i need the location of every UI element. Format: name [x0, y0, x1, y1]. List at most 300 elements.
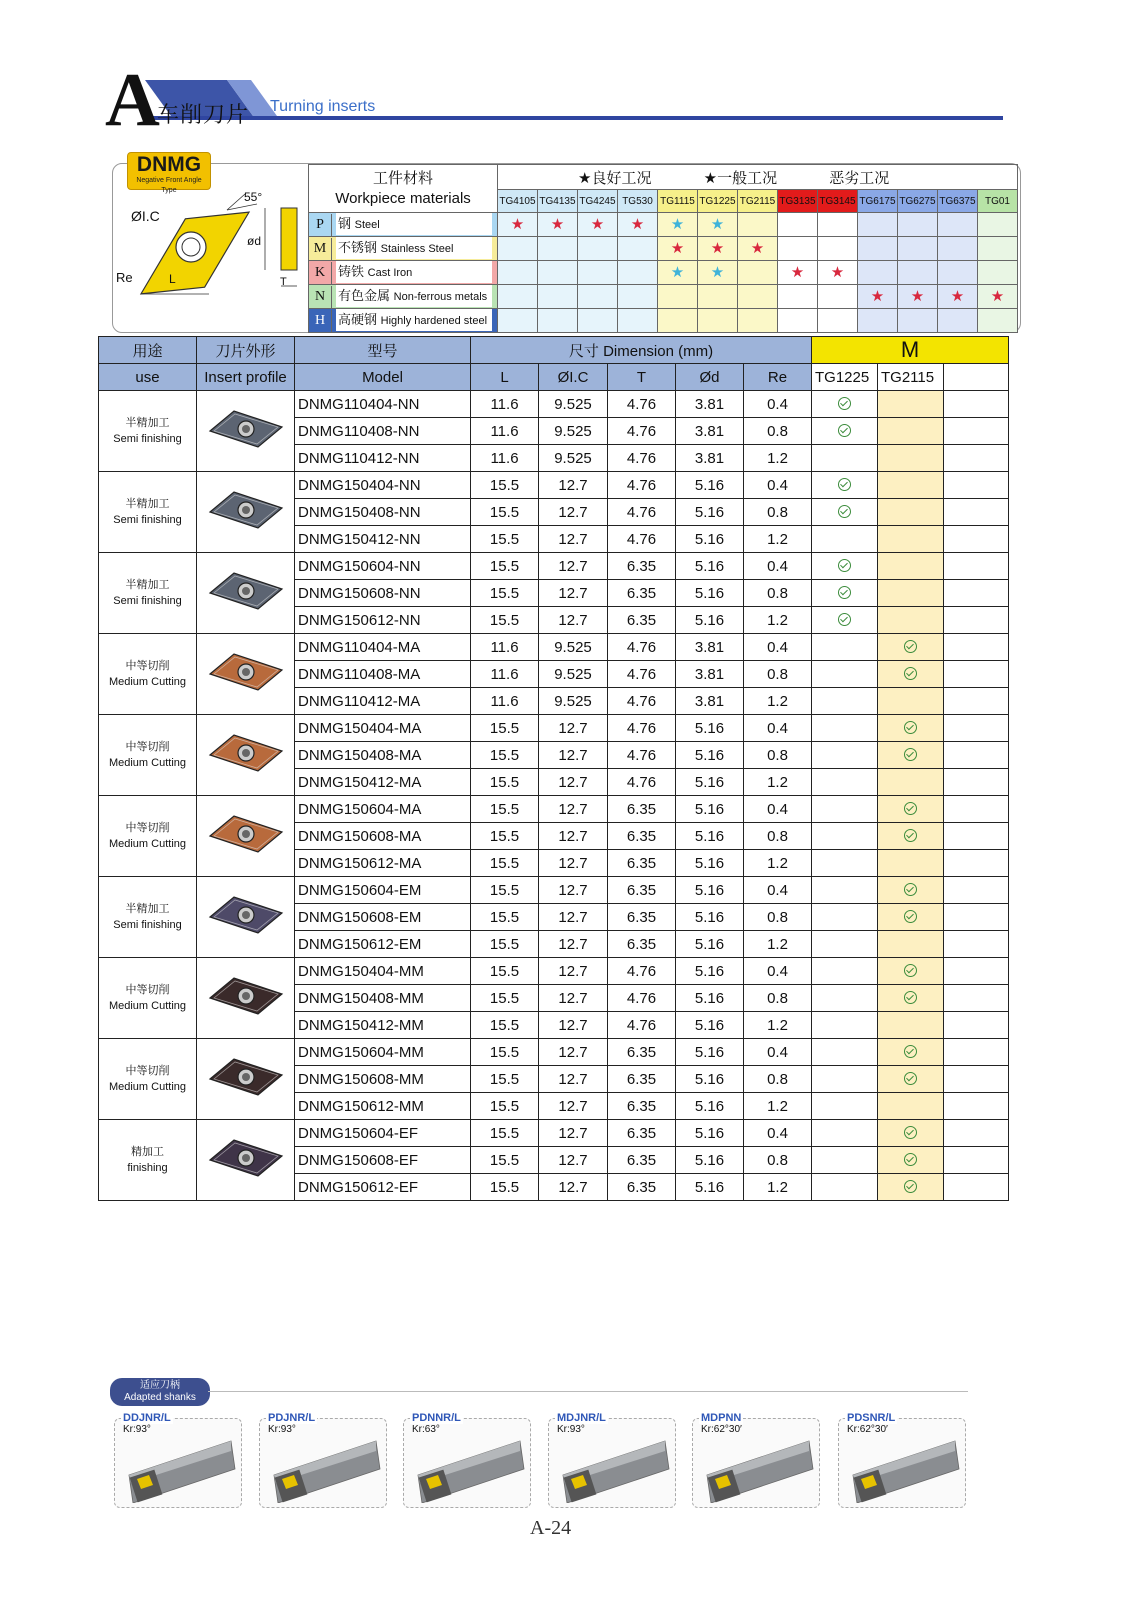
dim-l-cell: 15.5	[471, 877, 539, 904]
dim-l-cell: 11.6	[471, 661, 539, 688]
dim-re-cell: 0.8	[744, 661, 812, 688]
model-cell: DNMG150408-MM	[295, 985, 471, 1012]
dim-re-cell: 0.4	[744, 634, 812, 661]
page-header	[105, 58, 1035, 142]
star-good-icon: ★	[910, 287, 925, 305]
grade-g2-cell	[878, 1093, 944, 1120]
star-good-icon: ★	[790, 263, 805, 281]
grade-g1-cell	[812, 850, 878, 877]
grade-g2-cell	[878, 526, 944, 553]
suitability-cell	[658, 309, 698, 333]
grade-empty-cell	[944, 661, 1009, 688]
condition-general: ★一般工况	[703, 169, 778, 187]
star-good-icon: ★	[670, 239, 685, 257]
grade-empty-cell	[944, 445, 1009, 472]
model-cell: DNMG150608-EM	[295, 904, 471, 931]
recommended-check-icon	[838, 478, 851, 491]
grade-empty-cell	[944, 688, 1009, 715]
recommended-check-icon	[838, 613, 851, 626]
model-cell: DNMG110412-NN	[295, 445, 471, 472]
condition-bad: 恶劣工况	[829, 169, 890, 187]
shank-angle: Kr:62°30′	[701, 1424, 742, 1435]
star-general-icon: ★	[710, 263, 725, 281]
suitability-cell	[778, 213, 818, 237]
tool-holder-image	[408, 1435, 526, 1503]
dim-ic-cell: 12.7	[539, 715, 608, 742]
suitability-cell	[978, 309, 1018, 333]
use-en: Semi finishing	[113, 514, 182, 526]
grade-g1-cell	[812, 553, 878, 580]
material-name	[336, 261, 492, 283]
model-cell: DNMG150608-EF	[295, 1147, 471, 1174]
diagram-d-label: ød	[247, 234, 262, 248]
dim-ic-cell: 12.7	[539, 553, 608, 580]
grade-g1-cell	[812, 1012, 878, 1039]
use-en: finishing	[127, 1162, 168, 1174]
grade-g1-cell	[812, 715, 878, 742]
tool-holder-image	[553, 1435, 671, 1503]
grade-empty-cell	[944, 607, 1009, 634]
dim-t-cell: 6.35	[608, 1147, 676, 1174]
suitability-cell	[538, 261, 578, 285]
grade-g2-cell	[878, 472, 944, 499]
model-cell: DNMG150408-NN	[295, 499, 471, 526]
dim-re-cell: 0.8	[744, 1066, 812, 1093]
section-title-cn: 车削刀片	[157, 102, 250, 127]
dim-ic-cell: 12.7	[539, 499, 608, 526]
recommended-check-icon	[904, 991, 917, 1004]
grade-empty-cell	[944, 742, 1009, 769]
dim-l-cell: 15.5	[471, 1174, 539, 1201]
model-cell: DNMG110404-NN	[295, 391, 471, 418]
dim-d-cell: 5.16	[676, 850, 744, 877]
recommended-check-icon	[904, 1126, 917, 1139]
diagram-ic-label: ØI.C	[131, 208, 160, 224]
material-name-en: Steel	[354, 219, 380, 231]
dim-l-cell: 15.5	[471, 850, 539, 877]
material-row-k	[309, 261, 1018, 285]
use-cn: 半精加工	[125, 417, 170, 429]
insert-profile-cell	[197, 1039, 295, 1120]
material-name	[336, 213, 492, 235]
dim-t-cell: 6.35	[608, 796, 676, 823]
star-good-icon: ★	[510, 215, 525, 233]
shank-name: PDJNR/L	[268, 1412, 316, 1424]
dim-t-cell: 4.76	[608, 715, 676, 742]
dim-t-cell: 4.76	[608, 499, 676, 526]
material-cell	[309, 285, 498, 309]
dim-t-cell: 6.35	[608, 607, 676, 634]
dim-ic-cell: 12.7	[539, 931, 608, 958]
suitability-cell	[818, 285, 858, 309]
col-grade-tg2115: TG2115	[878, 364, 944, 391]
suitability-cell	[778, 285, 818, 309]
star-good-icon: ★	[950, 287, 965, 305]
dim-d-cell: 5.16	[676, 607, 744, 634]
grade-g2-cell	[878, 1147, 944, 1174]
suitability-cell	[578, 285, 618, 309]
insert-profile-image	[200, 966, 292, 1026]
grade-g1-cell	[812, 1120, 878, 1147]
star-good-icon: ★	[630, 215, 645, 233]
grade-g2-cell	[878, 553, 944, 580]
use-cell	[99, 553, 197, 634]
recommended-check-icon	[904, 667, 917, 680]
dim-ic-cell: 12.7	[539, 1012, 608, 1039]
use-cell	[99, 958, 197, 1039]
dim-re-cell: 0.4	[744, 958, 812, 985]
dim-d-cell: 5.16	[676, 958, 744, 985]
suitability-cell	[738, 213, 778, 237]
dim-re-cell: 1.2	[744, 1174, 812, 1201]
grade-empty-cell	[944, 580, 1009, 607]
suitability-cell	[978, 261, 1018, 285]
dim-ic-cell: 12.7	[539, 823, 608, 850]
suitability-cell	[898, 237, 938, 261]
tool-holder-image	[843, 1435, 961, 1503]
grade-g2-cell	[878, 850, 944, 877]
dim-t-cell: 6.35	[608, 877, 676, 904]
header-row-cn	[99, 337, 1009, 364]
dim-d-cell: 5.16	[676, 526, 744, 553]
suitability-cell	[498, 237, 538, 261]
grade-g2-cell	[878, 742, 944, 769]
material-letter: P	[309, 214, 332, 236]
grade-g2-cell	[878, 796, 944, 823]
insert-profile-cell	[197, 877, 295, 958]
insert-type-name: DNMG	[136, 153, 202, 176]
dim-ic-cell: 12.7	[539, 796, 608, 823]
dim-t-cell: 4.76	[608, 769, 676, 796]
grade-g1-cell	[812, 931, 878, 958]
grade-empty-cell	[944, 1039, 1009, 1066]
model-cell: DNMG150412-NN	[295, 526, 471, 553]
dim-re-cell: 0.8	[744, 985, 812, 1012]
model-cell: DNMG150604-EM	[295, 877, 471, 904]
grade-g1-cell	[812, 418, 878, 445]
dim-re-cell: 1.2	[744, 850, 812, 877]
suitability-cell	[978, 213, 1018, 237]
dim-re-cell: 0.4	[744, 715, 812, 742]
insert-type-badge	[127, 152, 211, 194]
recommended-check-icon	[904, 1045, 917, 1058]
insert-profile-cell	[197, 391, 295, 472]
suitability-cell	[698, 285, 738, 309]
grade-g2-cell	[878, 823, 944, 850]
grade-g1-cell	[812, 823, 878, 850]
grade-g1-cell	[812, 904, 878, 931]
model-cell: DNMG110404-MA	[295, 634, 471, 661]
grade-g1-cell	[812, 1147, 878, 1174]
materials-header-cn: 工件材料	[372, 169, 433, 187]
model-cell: DNMG150612-MA	[295, 850, 471, 877]
insert-profile-image	[200, 642, 292, 702]
grade-g2-cell	[878, 445, 944, 472]
dim-d-cell: 5.16	[676, 1039, 744, 1066]
dim-d-cell: 5.16	[676, 553, 744, 580]
grade-g1-cell	[812, 661, 878, 688]
grade-g2-cell	[878, 1012, 944, 1039]
suitability-cell	[778, 237, 818, 261]
suitability-cell	[778, 261, 818, 285]
grade-empty-cell	[944, 850, 1009, 877]
dim-t-cell: 6.35	[608, 850, 676, 877]
use-en: Medium Cutting	[108, 838, 187, 850]
grade-empty-cell	[944, 796, 1009, 823]
model-cell: DNMG150608-MM	[295, 1066, 471, 1093]
dim-l-cell: 11.6	[471, 634, 539, 661]
dim-re-cell: 1.2	[744, 769, 812, 796]
insert-profile-cell	[197, 634, 295, 715]
grade-empty-cell	[944, 958, 1009, 985]
col-t: T	[608, 364, 676, 391]
dim-re-cell: 1.2	[744, 688, 812, 715]
dim-t-cell: 6.35	[608, 904, 676, 931]
dim-re-cell: 0.4	[744, 877, 812, 904]
dim-re-cell: 1.2	[744, 526, 812, 553]
grade-g2-cell	[878, 1039, 944, 1066]
model-cell: DNMG150404-NN	[295, 472, 471, 499]
material-row-p	[309, 213, 1018, 237]
dim-t-cell: 6.35	[608, 823, 676, 850]
suitability-cell	[538, 213, 578, 237]
grade-g1-cell	[812, 445, 878, 472]
dim-ic-cell: 12.7	[539, 1066, 608, 1093]
dim-ic-cell: 12.7	[539, 958, 608, 985]
page-number: A-24	[530, 1517, 572, 1539]
star-general-icon: ★	[670, 215, 685, 233]
material-name	[336, 285, 492, 307]
col-model-cn: 型号	[295, 337, 471, 364]
use-en: Medium Cutting	[108, 1081, 187, 1093]
suitability-cell	[778, 309, 818, 333]
recommended-check-icon	[838, 586, 851, 599]
table-row	[99, 1039, 1009, 1066]
grade-g1-cell	[812, 985, 878, 1012]
dim-ic-cell: 9.525	[539, 688, 608, 715]
material-name-cn: 不锈钢	[338, 240, 378, 255]
grade-empty-cell	[944, 823, 1009, 850]
dim-d-cell: 5.16	[676, 1066, 744, 1093]
insert-profile-image	[200, 561, 292, 621]
dim-re-cell: 1.2	[744, 1012, 812, 1039]
model-cell: DNMG150612-EM	[295, 931, 471, 958]
grade-g2-cell	[878, 769, 944, 796]
suitability-cell	[658, 213, 698, 237]
insert-profile-image	[200, 723, 292, 783]
tool-holder-image	[119, 1435, 237, 1503]
recommended-check-icon	[838, 424, 851, 437]
table-row	[99, 472, 1009, 499]
col-profile-cn: 刀片外形	[197, 337, 295, 364]
grade-tg3135: TG3135	[778, 190, 818, 213]
grade-tg3145: TG3145	[818, 190, 858, 213]
material-name-en: Non-ferrous metals	[393, 291, 488, 303]
model-cell: DNMG110408-MA	[295, 661, 471, 688]
material-name-cn: 铸铁	[338, 264, 365, 279]
dim-ic-cell: 12.7	[539, 1093, 608, 1120]
material-row-n	[309, 285, 1018, 309]
grade-g2-cell	[878, 418, 944, 445]
dim-l-cell: 11.6	[471, 688, 539, 715]
dim-l-cell: 15.5	[471, 1147, 539, 1174]
model-cell: DNMG150412-MM	[295, 1012, 471, 1039]
grade-empty-cell	[944, 418, 1009, 445]
star-general-icon: ★	[710, 215, 725, 233]
grade-g1-cell	[812, 769, 878, 796]
grade-empty-cell	[944, 1147, 1009, 1174]
suitability-cell	[658, 237, 698, 261]
model-cell: DNMG150604-MM	[295, 1039, 471, 1066]
dim-ic-cell: 12.7	[539, 1120, 608, 1147]
suitability-cell	[698, 237, 738, 261]
suitability-cell	[698, 309, 738, 333]
insert-spec-table	[98, 336, 1009, 1201]
grade-empty-cell	[944, 1012, 1009, 1039]
suitability-cell	[698, 213, 738, 237]
material-cell	[309, 213, 498, 237]
suitability-cell	[578, 309, 618, 333]
dim-d-cell: 5.16	[676, 877, 744, 904]
star-good-icon: ★	[830, 263, 845, 281]
grade-empty-cell	[944, 553, 1009, 580]
dim-t-cell: 4.76	[608, 985, 676, 1012]
suitability-cell	[738, 285, 778, 309]
use-cell	[99, 877, 197, 958]
shank-card-pdjnrl	[259, 1412, 387, 1508]
suitability-cell	[618, 285, 658, 309]
suitability-cell	[858, 237, 898, 261]
model-cell: DNMG150612-MM	[295, 1093, 471, 1120]
grade-g2-cell	[878, 499, 944, 526]
suitability-cell	[858, 261, 898, 285]
grade-g1-cell	[812, 1093, 878, 1120]
dim-d-cell: 5.16	[676, 1120, 744, 1147]
suitability-cell	[538, 309, 578, 333]
star-good-icon: ★	[990, 287, 1005, 305]
suitability-cell	[818, 213, 858, 237]
adapted-shanks-label-en: Adapted shanks	[124, 1392, 196, 1403]
dim-d-cell: 5.16	[676, 823, 744, 850]
suitability-cell	[858, 285, 898, 309]
dim-l-cell: 15.5	[471, 1039, 539, 1066]
diagram-re-label: Re	[116, 270, 133, 285]
dim-d-cell: 3.81	[676, 391, 744, 418]
dim-re-cell: 0.4	[744, 553, 812, 580]
workpiece-materials-header	[309, 165, 498, 213]
dim-l-cell: 15.5	[471, 904, 539, 931]
dim-ic-cell: 12.7	[539, 526, 608, 553]
shank-name: PDSNR/L	[847, 1412, 896, 1424]
shank-name: DDJNR/L	[123, 1412, 171, 1424]
material-name-cn: 有色金属	[338, 288, 391, 303]
grade-empty-cell	[944, 877, 1009, 904]
recommended-check-icon	[838, 505, 851, 518]
insert-profile-image	[200, 804, 292, 864]
diagram-t-label: T	[280, 276, 287, 288]
recommended-check-icon	[904, 640, 917, 653]
use-cell	[99, 1120, 197, 1201]
suitability-cell	[818, 309, 858, 333]
suitability-cell	[498, 309, 538, 333]
grade-tg2115: TG2115	[738, 190, 778, 213]
dim-d-cell: 5.16	[676, 796, 744, 823]
use-cell	[99, 391, 197, 472]
grade-empty-cell	[944, 769, 1009, 796]
grade-g2-cell	[878, 634, 944, 661]
grade-g1-cell	[812, 1066, 878, 1093]
star-general-icon: ★	[670, 263, 685, 281]
suitability-cell	[938, 213, 978, 237]
recommended-check-icon	[904, 829, 917, 842]
shank-card-pdnnrl	[403, 1412, 531, 1508]
suitability-cell	[818, 237, 858, 261]
suitability-cell	[498, 285, 538, 309]
material-cell	[309, 237, 498, 261]
grade-g2-cell	[878, 1174, 944, 1201]
grade-g1-cell	[812, 688, 878, 715]
suitability-cell	[898, 309, 938, 333]
recommended-check-icon	[838, 559, 851, 572]
grade-empty-cell	[944, 634, 1009, 661]
model-cell: DNMG150608-MA	[295, 823, 471, 850]
suitability-cell	[658, 261, 698, 285]
suitability-cell	[578, 237, 618, 261]
dim-re-cell: 0.4	[744, 1039, 812, 1066]
suitability-cell	[578, 213, 618, 237]
dim-ic-cell: 12.7	[539, 580, 608, 607]
dim-t-cell: 6.35	[608, 1039, 676, 1066]
col-dimension-cn: 尺寸 Dimension (mm)	[471, 337, 812, 364]
grade-g1-cell	[812, 634, 878, 661]
shank-card-mdjnrl	[548, 1412, 676, 1508]
insert-profile-cell	[197, 553, 295, 634]
grade-tg6275: TG6275	[898, 190, 938, 213]
dim-ic-cell: 12.7	[539, 850, 608, 877]
model-cell: DNMG150412-MA	[295, 769, 471, 796]
diagram-angle-label: 55°	[244, 190, 263, 204]
col-grade-tg1225: TG1225	[812, 364, 878, 391]
model-cell: DNMG150408-MA	[295, 742, 471, 769]
suitability-cell	[538, 285, 578, 309]
suitability-cell	[938, 237, 978, 261]
grade-empty-cell	[944, 715, 1009, 742]
material-row-m	[309, 237, 1018, 261]
grade-g2-cell	[878, 580, 944, 607]
material-cell	[309, 261, 498, 285]
table-row	[99, 877, 1009, 904]
dim-ic-cell: 12.7	[539, 1147, 608, 1174]
model-cell: DNMG150608-NN	[295, 580, 471, 607]
dim-l-cell: 15.5	[471, 499, 539, 526]
header-row-en	[99, 364, 1009, 391]
grade-g1-cell	[812, 526, 878, 553]
dim-ic-cell: 12.7	[539, 877, 608, 904]
material-name-cn: 高硬钢	[338, 312, 378, 327]
col-m-group: M	[812, 337, 1009, 364]
recommended-check-icon	[904, 748, 917, 761]
dim-l-cell: 15.5	[471, 472, 539, 499]
star-good-icon: ★	[750, 239, 765, 257]
dim-re-cell: 0.4	[744, 1120, 812, 1147]
recommended-check-icon	[904, 1072, 917, 1085]
grade-g1-cell	[812, 391, 878, 418]
suitability-cell	[498, 213, 538, 237]
grade-g1-cell	[812, 877, 878, 904]
suitability-cell	[978, 285, 1018, 309]
suitability-cell	[618, 309, 658, 333]
grade-g2-cell	[878, 1066, 944, 1093]
